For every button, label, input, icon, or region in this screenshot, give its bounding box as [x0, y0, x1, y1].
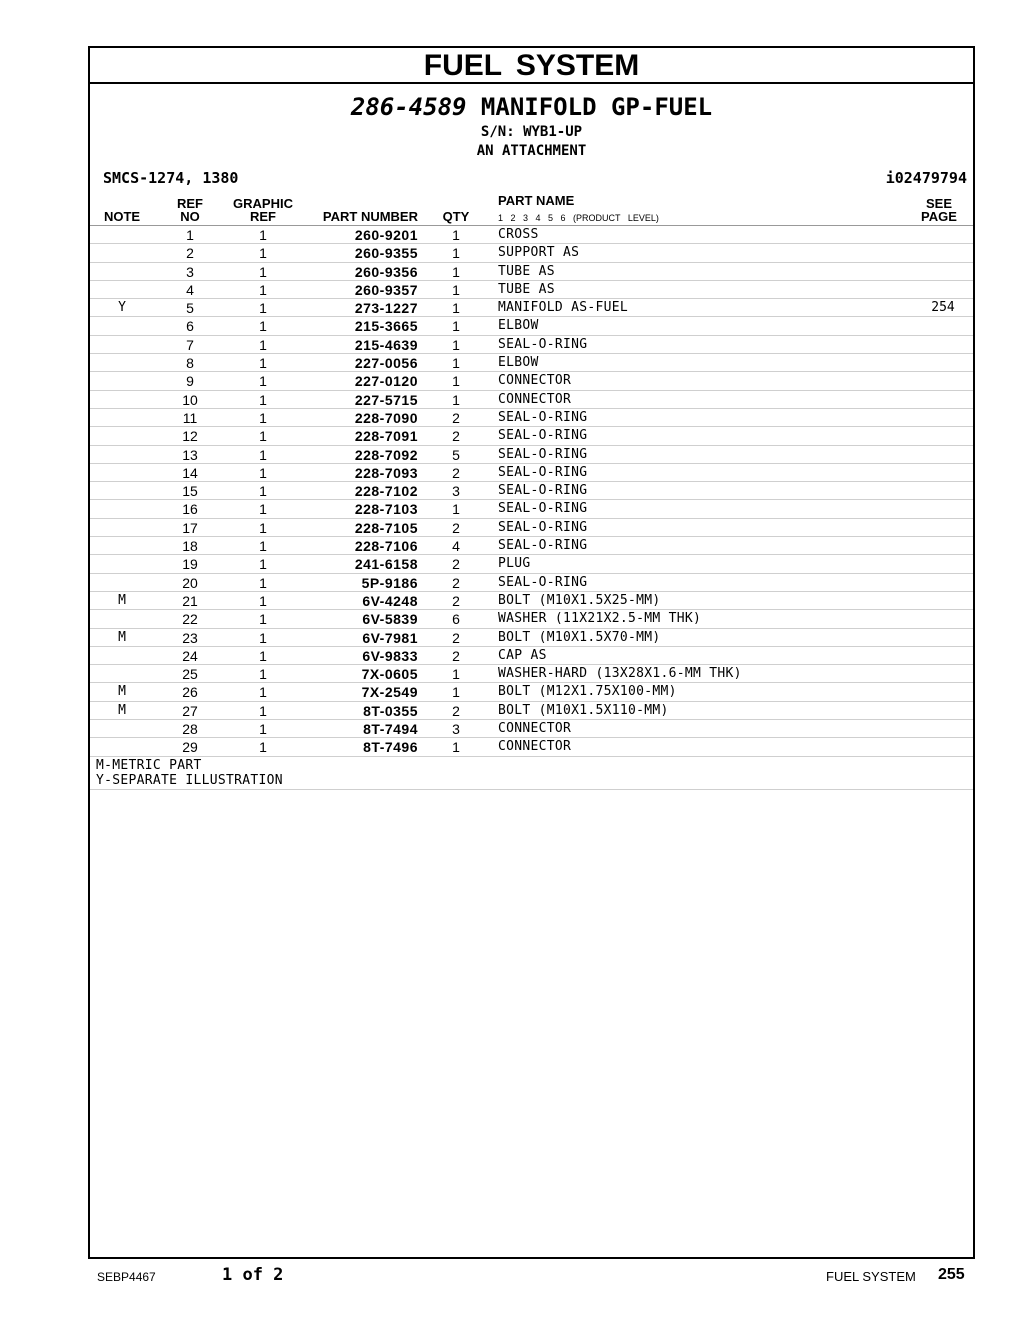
- table-row: [90, 336, 973, 354]
- graphic-ref: 1: [259, 483, 267, 500]
- quantity: 3: [452, 483, 460, 500]
- quantity: 2: [452, 629, 460, 646]
- part-name: CONNECTOR: [498, 721, 572, 737]
- part-number: 227-0056: [354, 355, 418, 372]
- table-row: [90, 519, 973, 537]
- legend-line: M-METRIC PART: [96, 757, 202, 773]
- part-number: 228-7102: [354, 483, 418, 500]
- ref-number: 5: [186, 300, 194, 317]
- ref-number: 11: [182, 409, 198, 426]
- header-product-levels: 1 2 3 4 5 6 (PRODUCT LEVEL): [498, 213, 659, 223]
- table-row: [90, 409, 973, 427]
- ref-number: 16: [182, 501, 198, 518]
- graphic-ref: 1: [259, 501, 267, 518]
- group-part-number: 286-4589: [350, 93, 467, 121]
- part-number: 227-0120: [354, 373, 418, 390]
- quantity: 2: [452, 592, 460, 609]
- table-row: [90, 647, 973, 665]
- part-name: SEAL-O-RING: [498, 519, 588, 535]
- part-name: CAP AS: [498, 647, 547, 663]
- table-row: [90, 610, 973, 628]
- header-graphic-top: GRAPHIC: [233, 196, 293, 211]
- table-row: [90, 555, 973, 573]
- graphic-ref: 1: [259, 684, 267, 701]
- ref-number: 20: [182, 574, 198, 591]
- part-name: CONNECTOR: [498, 739, 572, 755]
- part-name: CONNECTOR: [498, 373, 572, 389]
- part-name: BOLT (M10X1.5X70-MM): [498, 629, 661, 645]
- part-name: CROSS: [498, 227, 539, 242]
- graphic-ref: 1: [259, 391, 267, 408]
- graphic-ref: 1: [259, 739, 267, 756]
- ref-number: 27: [182, 702, 198, 719]
- table-row: [90, 537, 973, 555]
- part-note: M: [118, 629, 126, 645]
- part-name: SEAL-O-RING: [498, 409, 588, 425]
- part-number: 260-9356: [354, 263, 418, 280]
- header-see-bottom: PAGE: [921, 209, 957, 224]
- ref-number: 23: [182, 629, 198, 646]
- quantity: 1: [452, 318, 460, 335]
- part-name: ELBOW: [498, 355, 539, 371]
- table-row: [90, 263, 973, 281]
- graphic-ref: 1: [259, 647, 267, 664]
- quantity: 4: [452, 538, 460, 555]
- ref-number: 25: [182, 666, 198, 683]
- section-title: FUEL SYSTEM: [90, 48, 973, 84]
- quantity: 1: [452, 666, 460, 683]
- ref-number: 8: [186, 355, 194, 372]
- ref-number: 14: [182, 464, 198, 481]
- part-number: 228-7103: [354, 501, 418, 518]
- graphic-ref: 1: [259, 227, 267, 243]
- table-row: [90, 391, 973, 409]
- part-name: TUBE AS: [498, 281, 555, 297]
- quantity: 2: [452, 464, 460, 481]
- quantity: 1: [452, 355, 460, 372]
- illustration-id: i02479794: [885, 169, 967, 187]
- header-part-number: PART NUMBER: [322, 209, 418, 224]
- table-row: [90, 738, 973, 756]
- part-number: 228-7106: [354, 538, 418, 555]
- ref-number: 28: [182, 721, 198, 738]
- part-note: M: [118, 592, 126, 608]
- table-row: [90, 299, 973, 317]
- quantity: 2: [452, 647, 460, 664]
- table-row: [90, 574, 973, 592]
- ref-number: 18: [182, 538, 198, 555]
- ref-number: 29: [182, 739, 198, 756]
- quantity: 2: [452, 428, 460, 445]
- part-note: Y: [118, 300, 126, 316]
- ref-number: 1: [186, 227, 194, 243]
- graphic-ref: 1: [259, 574, 267, 591]
- footer-section: FUEL SYSTEM: [826, 1269, 916, 1284]
- quantity: 1: [452, 739, 460, 756]
- table-row: [90, 720, 973, 738]
- header-qty: QTY: [442, 209, 470, 224]
- table-row: [90, 702, 973, 720]
- graphic-ref: 1: [259, 318, 267, 335]
- part-number: 241-6158: [354, 556, 418, 573]
- part-name: CONNECTOR: [498, 391, 572, 407]
- part-number: 260-9201: [354, 227, 418, 243]
- page-footer: [0, 1262, 1020, 1292]
- table-row: [90, 500, 973, 518]
- graphic-ref: 1: [259, 666, 267, 683]
- quantity: 1: [452, 263, 460, 280]
- graphic-ref: 1: [259, 464, 267, 481]
- part-number: 8T-7496: [363, 739, 418, 756]
- footer-page-count: 1 of 2: [222, 1265, 284, 1285]
- table-row: [90, 629, 973, 647]
- table-header: [90, 194, 973, 226]
- group-name: MANIFOLD GP-FUEL: [480, 93, 713, 121]
- graphic-ref: 1: [259, 446, 267, 463]
- see-page: 254: [931, 300, 955, 316]
- part-number: 228-7105: [354, 519, 418, 536]
- part-number: 7X-2549: [361, 684, 418, 701]
- part-name: BOLT (M10X1.5X25-MM): [498, 592, 661, 608]
- quantity: 5: [452, 446, 460, 463]
- part-name: PLUG: [498, 556, 531, 572]
- table-row: [90, 372, 973, 390]
- table-row: [90, 446, 973, 464]
- part-number: 7X-0605: [361, 666, 418, 683]
- ref-number: 19: [182, 556, 198, 573]
- ref-number: 4: [186, 281, 194, 298]
- quantity: 2: [452, 519, 460, 536]
- quantity: 1: [452, 245, 460, 262]
- quantity: 1: [452, 227, 460, 243]
- ref-number: 26: [182, 684, 198, 701]
- part-name: SEAL-O-RING: [498, 428, 588, 444]
- part-name: SEAL-O-RING: [498, 538, 588, 554]
- serial-number: S/N: WYB1-UP: [480, 124, 583, 140]
- ref-number: 15: [182, 483, 198, 500]
- ref-number: 3: [186, 263, 194, 280]
- graphic-ref: 1: [259, 611, 267, 628]
- part-number: 228-7092: [354, 446, 418, 463]
- ref-number: 21: [182, 592, 198, 609]
- table-row: [90, 482, 973, 500]
- footer-doc-id: SEBP4467: [97, 1270, 156, 1284]
- table-row: [90, 317, 973, 335]
- quantity: 2: [452, 574, 460, 591]
- header-see-top: SEE: [925, 196, 952, 211]
- part-name: WASHER (11X21X2.5-MM THK): [498, 611, 702, 627]
- graphic-ref: 1: [259, 281, 267, 298]
- table-row: [90, 592, 973, 610]
- part-number: 227-5715: [354, 391, 418, 408]
- part-number: 6V-5839: [362, 611, 418, 628]
- table-row: [90, 354, 973, 372]
- quantity: 2: [452, 556, 460, 573]
- table-row: [90, 427, 973, 445]
- quantity: 3: [452, 721, 460, 738]
- table-row: [90, 464, 973, 482]
- part-name: TUBE AS: [498, 263, 555, 279]
- quantity: 1: [452, 391, 460, 408]
- part-number: 273-1227: [354, 300, 418, 317]
- header-ref-bottom: NO: [180, 209, 200, 224]
- part-number: 8T-0355: [363, 702, 418, 719]
- part-name: BOLT (M12X1.75X100-MM): [498, 684, 677, 700]
- part-name: WASHER-HARD (13X28X1.6-MM THK): [498, 666, 742, 682]
- parts-page-frame: [88, 46, 975, 1259]
- ref-number: 17: [182, 519, 198, 536]
- ref-number: 22: [182, 611, 198, 628]
- graphic-ref: 1: [259, 629, 267, 646]
- ref-number: 6: [186, 318, 194, 335]
- graphic-ref: 1: [259, 538, 267, 555]
- part-name: SEAL-O-RING: [498, 574, 588, 590]
- graphic-ref: 1: [259, 245, 267, 262]
- ref-number: 13: [182, 446, 198, 463]
- part-number: 5P-9186: [361, 574, 418, 591]
- table-row: [90, 226, 973, 244]
- part-name: ELBOW: [498, 318, 539, 334]
- ref-number: 24: [182, 647, 198, 664]
- part-number: 6V-9833: [362, 647, 418, 664]
- part-number: 8T-7494: [363, 721, 418, 738]
- part-name: SEAL-O-RING: [498, 446, 588, 462]
- graphic-ref: 1: [259, 355, 267, 372]
- part-note: M: [118, 702, 126, 718]
- quantity: 1: [452, 684, 460, 701]
- attachment-label: AN ATTACHMENT: [476, 143, 587, 159]
- ref-number: 2: [186, 245, 194, 262]
- graphic-ref: 1: [259, 702, 267, 719]
- graphic-ref: 1: [259, 263, 267, 280]
- part-number: 6V-7981: [362, 629, 418, 646]
- table-row: [90, 683, 973, 701]
- part-name: SEAL-O-RING: [498, 483, 588, 499]
- ref-number: 7: [186, 336, 194, 353]
- parts-table-body: [90, 226, 973, 790]
- part-number: 215-4639: [354, 336, 418, 353]
- graphic-ref: 1: [259, 428, 267, 445]
- part-name: BOLT (M10X1.5X110-MM): [498, 702, 669, 718]
- part-number: 215-3665: [354, 318, 418, 335]
- legend-line: Y-SEPARATE ILLUSTRATION: [96, 772, 283, 788]
- smcs-codes: SMCS-1274, 1380: [103, 169, 239, 187]
- part-name: MANIFOLD AS-FUEL: [498, 300, 629, 316]
- graphic-ref: 1: [259, 373, 267, 390]
- graphic-ref: 1: [259, 592, 267, 609]
- header-graphic-bottom: REF: [250, 209, 276, 224]
- quantity: 1: [452, 336, 460, 353]
- header-ref-top: REF: [177, 196, 203, 211]
- part-name: SEAL-O-RING: [498, 501, 588, 517]
- part-name: SEAL-O-RING: [498, 336, 588, 352]
- quantity: 1: [452, 281, 460, 298]
- part-name: SEAL-O-RING: [498, 464, 588, 480]
- part-number: 228-7093: [354, 464, 418, 481]
- ref-number: 12: [182, 428, 198, 445]
- graphic-ref: 1: [259, 556, 267, 573]
- group-heading: [90, 92, 973, 122]
- graphic-ref: 1: [259, 721, 267, 738]
- table-row: [90, 665, 973, 683]
- header-part-name: PART NAME: [498, 193, 575, 208]
- part-note: M: [118, 684, 126, 700]
- quantity: 1: [452, 300, 460, 317]
- graphic-ref: 1: [259, 519, 267, 536]
- quantity: 1: [452, 501, 460, 518]
- part-number: 228-7090: [354, 409, 418, 426]
- table-row: [90, 244, 973, 262]
- graphic-ref: 1: [259, 336, 267, 353]
- part-number: 6V-4248: [362, 592, 418, 609]
- quantity: 2: [452, 409, 460, 426]
- footer-page-number: 255: [938, 1266, 965, 1283]
- part-name: SUPPORT AS: [498, 245, 580, 261]
- graphic-ref: 1: [259, 300, 267, 317]
- ref-number: 9: [186, 373, 194, 390]
- ref-number: 10: [182, 391, 198, 408]
- header-note: NOTE: [103, 209, 141, 224]
- quantity: 6: [452, 611, 460, 628]
- quantity: 1: [452, 373, 460, 390]
- part-number: 228-7091: [354, 428, 418, 445]
- graphic-ref: 1: [259, 409, 267, 426]
- quantity: 2: [452, 702, 460, 719]
- part-number: 260-9357: [354, 281, 418, 298]
- part-number: 260-9355: [354, 245, 418, 262]
- table-row: [90, 281, 973, 299]
- legend-notes: [90, 757, 973, 790]
